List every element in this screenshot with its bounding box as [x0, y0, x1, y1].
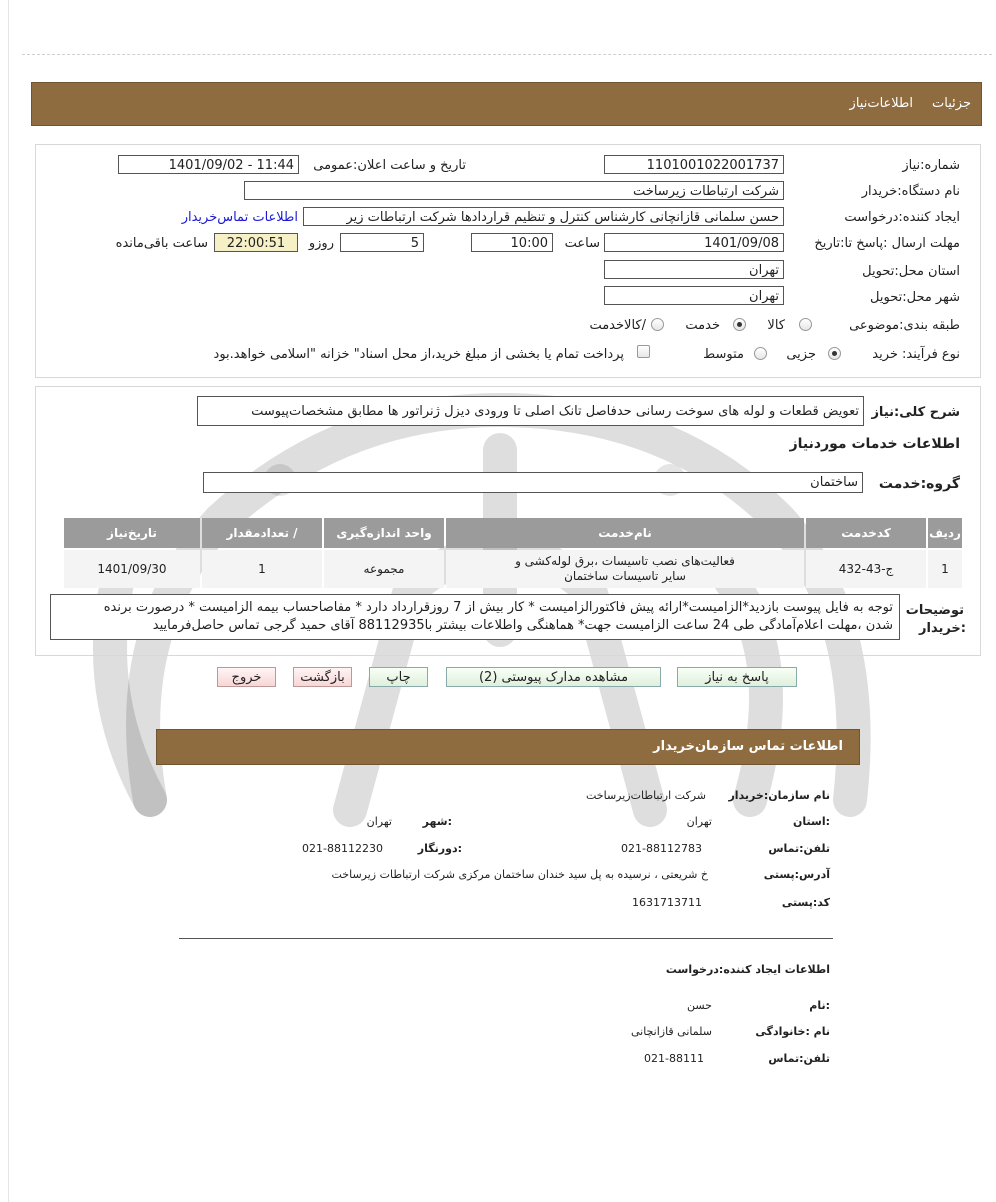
buyer-contact-link[interactable]: اطلاعات تماس‌خریدار — [181, 210, 298, 225]
creator-family-label: نام :خانوادگی — [755, 1025, 830, 1038]
cell-quantity: 1 — [202, 550, 322, 588]
process-label: نوع فرآیند: خرید — [872, 347, 960, 362]
creator-name-value: حسن — [687, 999, 712, 1012]
buyer-org-label: نام دستگاه:خریدار — [861, 184, 960, 199]
tab-details[interactable]: جزئیات — [932, 96, 971, 111]
need-info-panel — [35, 144, 981, 378]
contact-fax-label: :دورنگار — [417, 842, 462, 855]
process-option-medium: متوسط — [703, 347, 744, 362]
buyer-contact-header — [156, 729, 860, 765]
category-radio-goods-service[interactable] — [651, 318, 664, 331]
services-heading: اطلاعات خدمات موردنیاز — [789, 436, 960, 452]
exit-button[interactable]: خروج — [217, 667, 276, 687]
cell-service-name-line2: سایر تاسیسات ساختمان — [564, 569, 686, 583]
creator-family-value: سلمانی قازانچانی — [630, 1025, 712, 1038]
summary-field: تعویض قطعات و لوله های سوخت رسانی حدفاصل تانک اصلی تا ورودی دیزل ژنراتور ها مطابق مشخصات‌پیوست — [197, 396, 864, 426]
contact-fax-value: 021-88112230 — [302, 842, 383, 855]
col-row: ردیف — [928, 518, 962, 548]
buyer-notes-box — [50, 594, 900, 640]
buyer-contact-title: اطلاعات تماس سازمان‌خریدار — [653, 739, 843, 754]
service-group-label: گروه:خدمت — [878, 476, 960, 492]
days-field: 5 — [340, 233, 424, 252]
need-number-label: شماره:نیاز — [902, 158, 960, 173]
buyer-org-field: شرکت ارتباطات زیرساخت — [244, 181, 784, 200]
contact-address-label: آدرس:پستی — [763, 868, 830, 881]
contact-province-label: :استان — [793, 815, 830, 828]
contact-org-value: شرکت ارتباطات‌زیرساخت — [586, 789, 706, 802]
contact-postal-label: کد:پستی — [781, 896, 830, 909]
days-label: روزو — [308, 236, 334, 251]
city-label: شهر محل:تحویل — [870, 290, 960, 305]
summary-label: شرح کلی:نیاز — [871, 405, 960, 420]
deadline-time-label: ساعت — [564, 236, 600, 251]
process-radio-minor[interactable] — [828, 347, 841, 360]
table-row — [64, 550, 962, 588]
view-attachments-button[interactable]: مشاهده مدارک پیوستی (2) — [446, 667, 661, 687]
deadline-label: مهلت ارسال :پاسخ تا:تاریخ — [814, 236, 960, 251]
announce-date-field: 1401/09/02 - 11:44 — [118, 155, 299, 174]
services-table — [62, 516, 964, 590]
print-button[interactable]: چاپ — [369, 667, 428, 687]
contact-address-value: خ شریعتی ، نرسیده به پل سید خندان ساختمان مرکزی شرکت ارتباطات زیرساخت — [331, 868, 708, 881]
col-service-code: کدخدمت — [806, 518, 926, 548]
creator-label: ایجاد کننده:درخواست — [844, 210, 960, 225]
cell-unit: مجموعه — [324, 550, 444, 588]
city-field: تهران — [604, 286, 784, 305]
tab-need-info[interactable]: اطلاعات‌نیاز — [849, 96, 913, 111]
announce-date-label: تاریخ و ساعت اعلان:عمومی — [313, 158, 466, 173]
table-header-row — [64, 518, 962, 548]
category-label: طبقه بندی:موضوعی — [849, 318, 960, 333]
category-radio-goods[interactable] — [799, 318, 812, 331]
cell-row: 1 — [928, 550, 962, 588]
treasury-payment-checkbox[interactable] — [637, 345, 650, 358]
reply-to-need-button[interactable]: پاسخ به نیاز — [677, 667, 797, 687]
deadline-date-field: 1401/09/08 — [604, 233, 784, 252]
contact-divider — [179, 938, 833, 939]
contact-postal-value: 1631713711 — [632, 896, 702, 909]
service-group-field: ساختمان — [203, 472, 863, 493]
need-details-header — [31, 82, 982, 126]
col-service-name: نام‌خدمت — [446, 518, 804, 548]
category-option-goods: کالا — [767, 318, 785, 333]
contact-city-value: تهران — [366, 815, 392, 828]
cell-service-name — [446, 550, 804, 588]
col-unit: واحد اندازه‌گیری — [324, 518, 444, 548]
cell-service-code: ج-43-432 — [806, 550, 926, 588]
province-field: تهران — [604, 260, 784, 279]
need-number-field: 1101001022001737 — [604, 155, 784, 174]
top-dashed-divider — [22, 54, 992, 55]
cell-need-date: 1401/09/30 — [64, 550, 200, 588]
contact-phone-value: 021-88112783 — [621, 842, 702, 855]
back-button[interactable]: بازگشت — [293, 667, 352, 687]
category-radio-service[interactable] — [733, 318, 746, 331]
creator-field: حسن سلمانی قازانچانی کارشناس کنترل و تنظیم قراردادها شرکت ارتباطات زیر — [303, 207, 784, 226]
buyer-notes-label-2: :خریدار — [919, 621, 966, 636]
category-option-service: خدمت — [685, 318, 720, 333]
treasury-payment-note: پرداخت تمام یا بخشی از مبلغ خرید،از محل اسناد" خزانه "اسلامی خواهد.بود — [213, 347, 624, 362]
remaining-time-field: 22:00:51 — [214, 233, 298, 252]
creator-phone-label: تلفن:تماس — [768, 1052, 830, 1065]
col-quantity: / تعدادمقدار — [202, 518, 322, 548]
contact-org-label: نام سازمان:خریدار — [728, 789, 830, 802]
contact-phone-label: تلفن:تماس — [768, 842, 830, 855]
category-option-goods-service: /کالاخدمت — [589, 318, 646, 333]
buyer-notes-label-1: توضیحات — [905, 603, 964, 618]
page-left-rule — [8, 0, 9, 1202]
province-label: استان محل:تحویل — [862, 264, 960, 279]
process-radio-medium[interactable] — [754, 347, 767, 360]
contact-province-value: تهران — [686, 815, 712, 828]
buyer-notes-line1: توجه به فایل پیوست بازدید*الزامیست*ارائه پیش فاکتورالزامیست * کار بیش از 7 روزقرارداد دارد * مفاصاحساب بیمه الزامیست * درصورت برنده — [103, 600, 893, 615]
deadline-time-field: 10:00 — [471, 233, 553, 252]
contact-city-label: :شهر — [422, 815, 452, 828]
creator-info-heading: اطلاعات ایجاد کننده:درخواست — [665, 963, 830, 976]
buyer-notes-line2: شدن ،مهلت اعلام‌آمادگی طی 24 ساعت الزامیست جهت* هماهنگی واطلاعات بیشتر با88112935 آقای حمید گرجی تماس حاصل‌فرمایید — [152, 618, 893, 633]
col-need-date: تاریخ‌نیاز — [64, 518, 200, 548]
process-option-minor: جزیی — [786, 347, 816, 362]
creator-name-label: :نام — [809, 999, 830, 1012]
remaining-time-label: ساعت باقی‌مانده — [115, 236, 208, 251]
cell-service-name-line1: فعالیت‌های نصب تاسیسات ،برق لوله‌کشی و — [515, 554, 735, 568]
creator-phone-value: 021-88111 — [644, 1052, 704, 1065]
